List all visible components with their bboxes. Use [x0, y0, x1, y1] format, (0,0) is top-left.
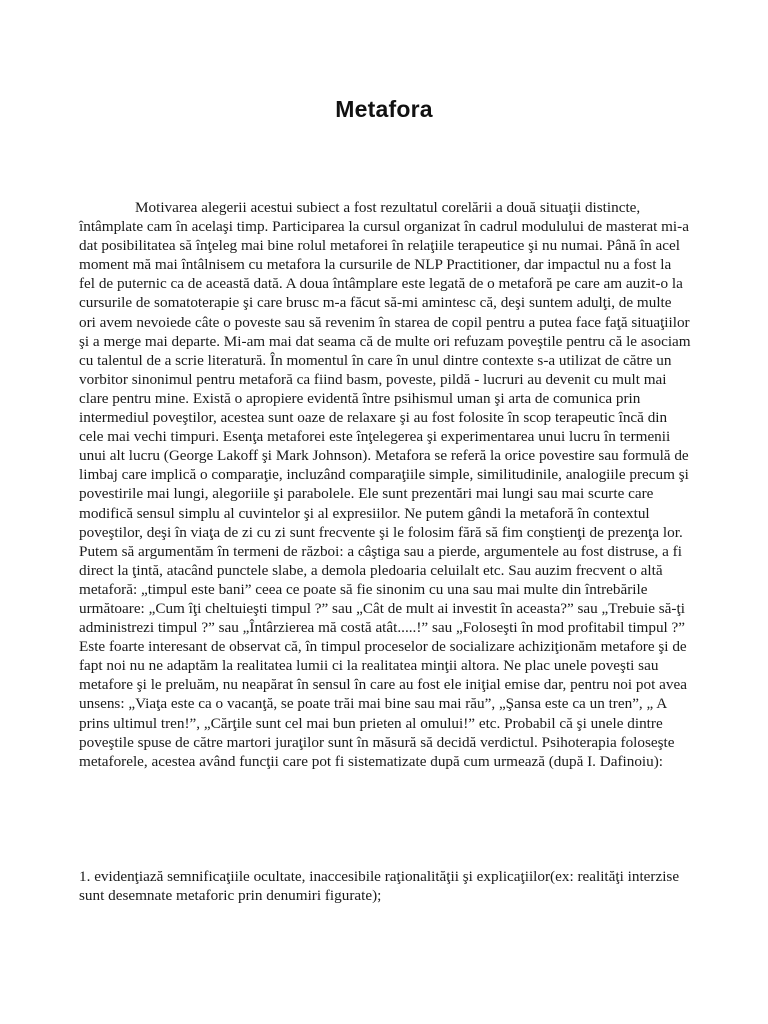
document-title: Metafora — [335, 96, 433, 122]
list-item: 1. evidenţiază semnificaţiile ocultate, inaccesibile raţionalităţii şi explicaţiilor(ex: realităţi interzise sunt desemnate metaforic prin denumiri figurate); — [79, 868, 680, 905]
body-paragraph — [79, 198, 691, 771]
paragraph-text: Motivarea alegerii acestui subiect a fost rezultatul corelării a două situaţii distincte, întâmplate cam în acelaşi timp. Participarea la cursul organizat în cadrul modulului de masterat mi-a dat posibilitatea să înţeleg mai bine rolul metaforei în relaţiile terapeutice şi nu numai. Până în acel moment mă mai întâlnisem cu metafora la cursurile de NLP Practitioner, dar impactul nu a fost la fel de puternic ca de această dată. A doua întâmplare este legată de o metaforă pe care am auzit-o la cursurile de somatoterapie şi care brusc m-a făcut să-mi amintesc că, deşi suntem adulţi, de multe ori avem nevoiede câte o poveste sau să revenim în starea de copil pentru a putea face faţă situaţiilor şi a merge mai departe. Mi-am mai dat seama că de multe ori refuzam poveştile pentru că le asociam cu talentul de a scrie literatură. În momentul în care în unul dintre contexte s-a utilizat de către un vorbitor sinonimul pentru metaforă ca fiind basm, poveste, pildă - lucruri au devenit cu mult mai clare pentru mine. Există o apropiere evidentă între psihismul uman şi arta de comunica prin intermediul poveştilor, acestea sunt oaze de relaxare şi au fost folosite în scop terapeutic încă din cele mai vechi timpuri. Esenţa metaforei este înţelegerea şi experimentarea unui lucru în termenii unui alt lucru (George Lakoff şi Mark Johnson). Metafora se referă la orice povestire sau formulă de limbaj care implică o comparaţie, incluzând comparaţiile simple, similitudinile, analogiile precum şi povestirile mai lungi, alegoriile şi parabolele. Ele sunt prezentări mai lungi sau mai scurte care modifică sensul simplu al cuvintelor şi al expresiilor. Ne putem gândi la metaforă în contextul poveştilor, deşi în viaţa de zi cu zi sunt frecvente şi le folosim fără să fim conştienţi de prezenţa lor. Putem să argumentăm în termeni de război: a câştiga sau a pierde, argumentele au fost distruse, a fi direct la ţintă, atacând punctele slabe, a demola pledoaria celuilalt etc. Sau auzim frecvent o altă metaforă: „timpul este bani” ceea ce poate să fie sinonim cu una sau mai multe din întrebările următoare: „Cum îţi cheltuieşti timpul ?” sau „Cât de mult ai investit în aceasta?” sau „Trebuie să-ţi administrezi timpul ?” sau „Întârzierea mă costă atât.....!” sau „Foloseşti în mod profitabil timpul ?” Este foarte interesant de observat că, în timpul proceselor de socializare achiziţionăm metafore şi de fapt noi nu ne adaptăm la realitatea lumii ci la realitatea minţii altora. Ne plac unele poveşti sau metafore şi le preluăm, nu neapărat în sensul în care au fost ele iniţial emise dar, pentru noi pot avea unsens: „Viaţa este ca o vacanţă, se poate trăi mai bine sau mai rău”, „Şansa este ca un tren”, „ A prins ultimul tren!”, „Cărţile sunt cel mai bun prieten al omului!” etc. Probabil că şi unele dintre poveştile spuse de către martori juraţilor sunt în măsură să decidă verdictul. Psihoterapia foloseşte metaforele, acestea având funcţii care pot fi sistematizate după cum urmează (după I. Dafinoiu): — [79, 199, 691, 770]
